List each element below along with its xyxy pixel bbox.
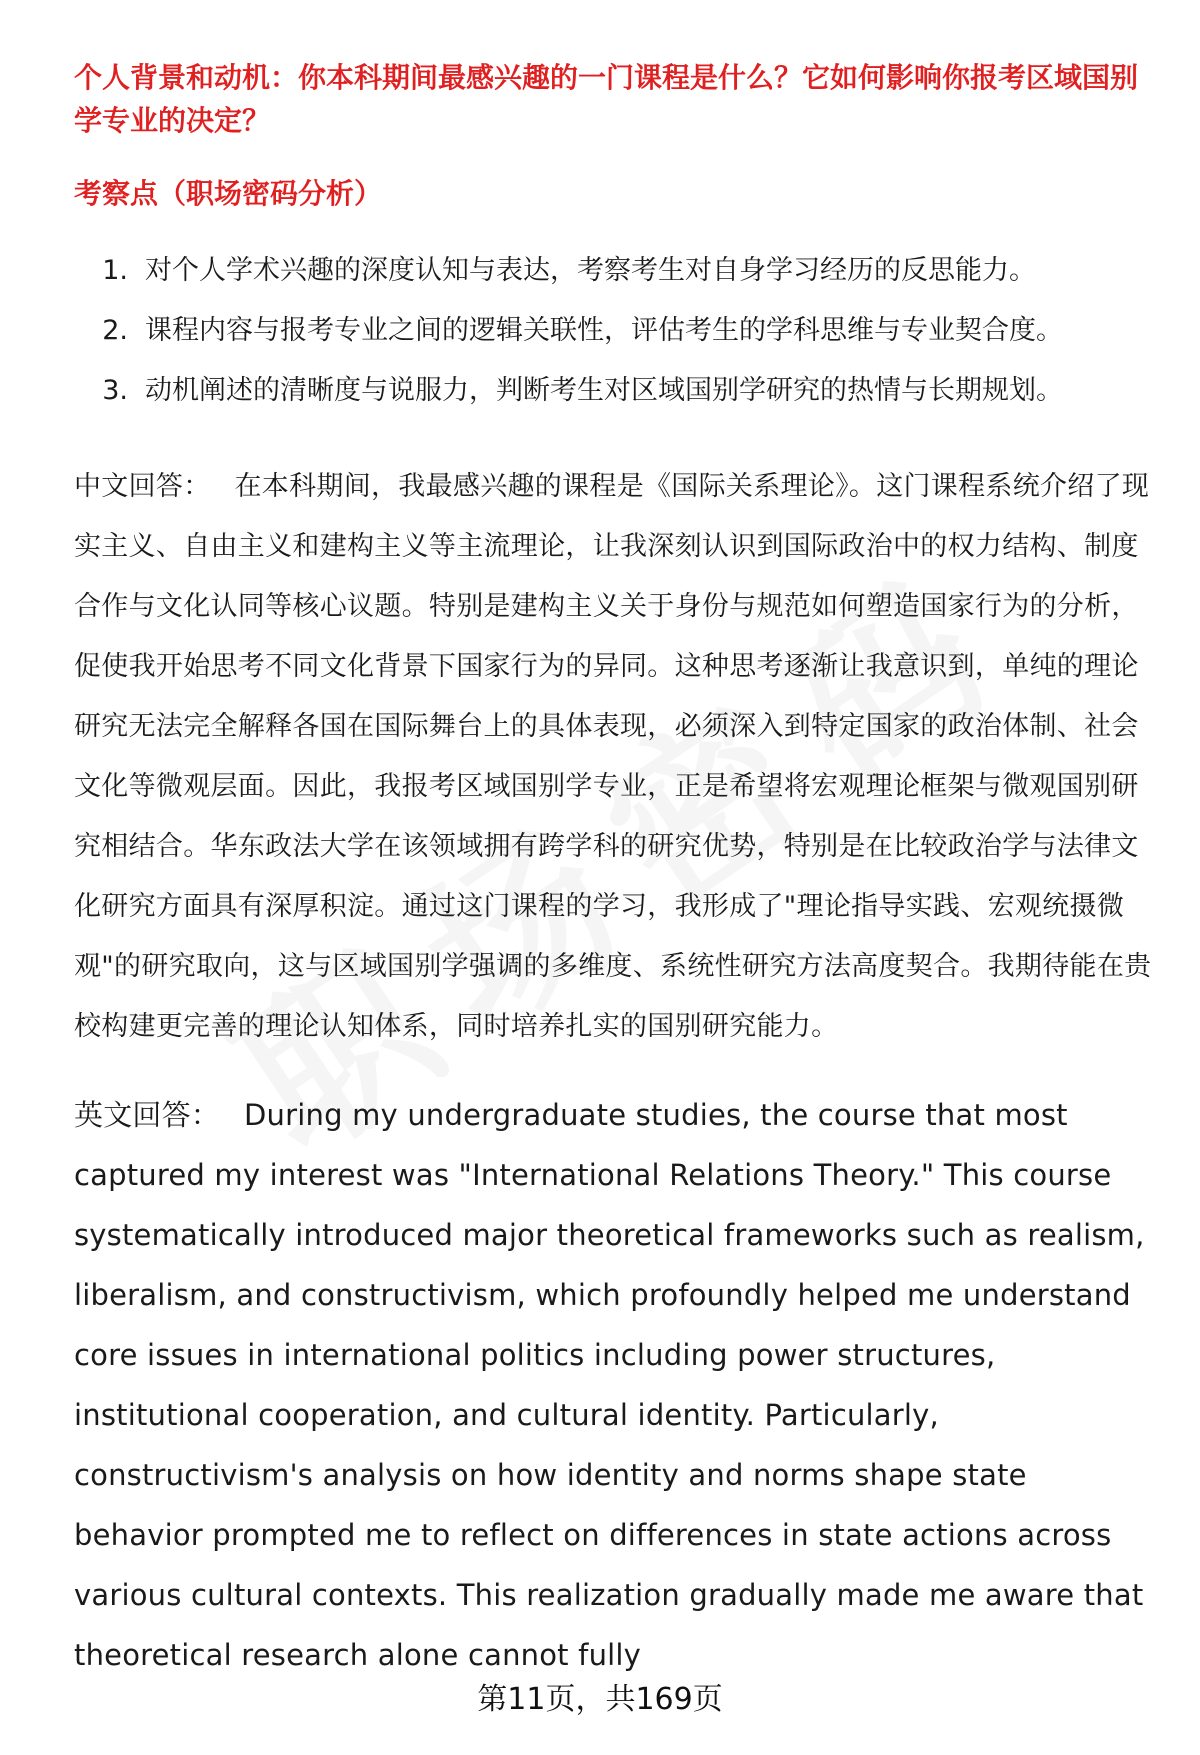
list-item — [74, 361, 1154, 421]
page-number-footer: 第11页，共169页 — [477, 1682, 723, 1717]
chinese-answer-text: 在本科期间，我最感兴趣的课程是《国际关系理论》。这门课程系统介绍了现实主义、自由主义和建构主义等主流理论，让我深刻认识到国际政治中的权力结构、制度合作与文化认同等核心议题。特别是建构主义关于身份与规范如何塑造国家行为的分析，促使我开始思考不同文化背景下国家行为的异同。这种思考逐渐让我意识到，单纯的理论研究无法完全解释各国在国际舞台上的具体表现，必须深入到特定国家的政治体制、社会文化等微观层面。因此，我报考区域国别学专业，正是希望将宏观理论框架与微观国别研究相结合。华东政法大学在该领域拥有跨学科的研究优势，特别是在比较政治学与法律文化研究方面具有深厚积淀。通过这门课程的学习，我形成了"理论指导实践、宏观统摄微观"的研究取向，这与区域国别学强调的多维度、系统性研究方法高度契合。我期待能在贵校构建更完善的理论认知体系，同时培养扎实的国别研究能力。 — [74, 471, 1152, 1042]
english-answer-text: During my undergraduate studies, the course that most captured my interest was "International Relations Theory." This course systematically introduced major theoretical frameworks such as realism, liberalism, and constructivism, which profoundly helped me understand core issues in international politics including power structures, institutional cooperation, and cultural identity. Particularly, constructivism's analysis on how identity and norms shape state behavior prompted me to reflect on differences in state actions across various cultural contexts. This realization gradually made me aware that theoretical research alone cannot fully — [74, 1098, 1145, 1672]
list-item — [74, 301, 1154, 361]
points-list — [74, 241, 1154, 421]
list-item — [74, 241, 1154, 301]
chinese-answer-label: 中文回答： — [74, 471, 211, 502]
list-item-text: 课程内容与报考专业之间的逻辑关联性，评估考生的学科思维与专业契合度。 — [145, 315, 1063, 346]
list-item-number: 2. — [102, 315, 128, 346]
list-item-text: 对个人学术兴趣的深度认知与表达，考察考生对自身学习经历的反思能力。 — [145, 255, 1036, 286]
question-heading: 个人背景和动机：你本科期间最感兴趣的一门课程是什么？它如何影响你报考区域国别学专业的决定？ — [74, 61, 1139, 137]
document-page — [74, 56, 1154, 1685]
list-item-number: 1. — [102, 255, 128, 286]
english-answer — [74, 1085, 1154, 1685]
list-item-text: 动机阐述的清晰度与说服力，判断考生对区域国别学研究的热情与长期规划。 — [145, 375, 1063, 406]
english-answer-label: 英文回答： — [74, 1098, 221, 1132]
chinese-answer — [74, 457, 1154, 1057]
list-item-number: 3. — [102, 375, 128, 406]
points-section-title: 考察点（职场密码分析） — [74, 177, 383, 210]
